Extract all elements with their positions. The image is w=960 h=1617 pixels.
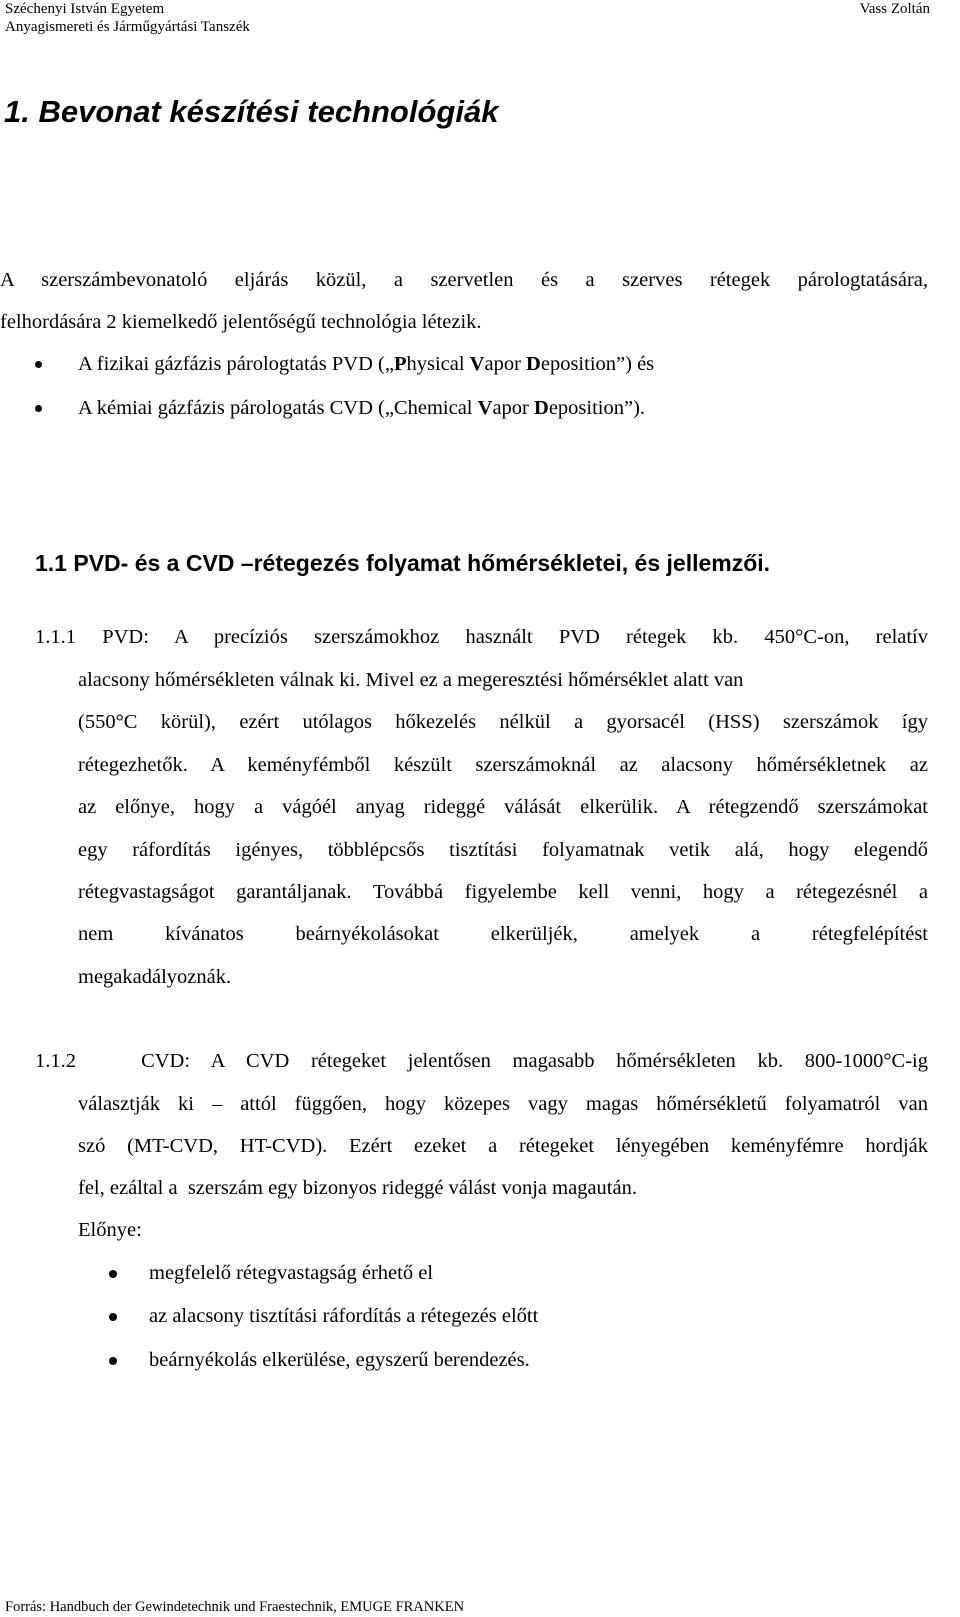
bullet-dot [109,1270,117,1278]
intro-line-1: A szerszámbevonatoló eljárás közül, a szervetlen és a szerves rétegek párologtatására, [0,269,928,291]
paragraph-line: fel, ezáltal a szerszám egy bizonyos rideggé válást vonja magaután. [78,1177,637,1199]
paragraph-line: rétegezhetők. A keményfémből készült szerszámoknál az alacsony hőmérsékletnek az [78,754,928,776]
paragraph-line: 1.1.2 CVD: A CVD rétegeket jelentősen magasabb hőmérsékleten kb. 800-1000°C-ig [35,1050,928,1072]
header-institution: Széchenyi István Egyetem [5,1,165,17]
section-heading: 1.1 PVD- és a CVD –rétegezés folyamat hőmérsékletei, és jellemzői. [35,550,771,576]
intro-bullet-cvd: A kémiai gázfázis párologatás CVD („Chemical Vapor Deposition”). [78,397,646,419]
paragraph-line: megakadályoznák. [78,966,232,988]
header-department: Anyagismereti és Járműgyártási Tanszék [5,19,250,35]
intro-bullet-pvd: A fizikai gázfázis párologtatás PVD („Physical Vapor Deposition”) és [78,353,655,375]
intro-line-2: felhordására 2 kiemelkedő jelentőségű technológia létezik. [0,311,482,333]
paragraph-line: egy ráfordítás igényes, többlépcsős tisztítási folyamatnak vetik alá, hogy elegendő [78,839,928,861]
paragraph-line: rétegvastagságot garantáljanak. Továbbá figyelembe kell venni, hogy a rétegezésnél a [78,881,928,903]
advantage-item: beárnyékolás elkerülése, egyszerű berendezés. [149,1349,530,1371]
advantages-label: Előnye: [78,1219,142,1241]
footer-source: Forrás: Handbuch der Gewindetechnik und Fraestechnik, EMUGE FRANKEN [5,1599,465,1615]
bullet-dot [35,405,42,412]
paragraph-line: alacsony hőmérsékleten válnak ki. Mivel ez a megeresztési hőmérséklet alatt van [78,669,744,691]
advantage-item: az alacsony tisztítási ráfordítás a rétegezés előtt [149,1305,539,1327]
paragraph-line: az előnye, hogy a vágóél anyag rideggé válását elkerülik. A rétegzendő szerszámokat [78,796,928,818]
bullet-dot [35,361,42,368]
header-author: Vass Zoltán [859,1,930,17]
paragraph-line: szó (MT-CVD, HT-CVD). Ezért ezeket a rétegeket lényegében keményfémre hordják [78,1135,928,1157]
bullet-dot [109,1357,117,1365]
paragraph-line: 1.1.1 PVD: A precíziós szerszámokhoz használt PVD rétegek kb. 450°C-on, relatív [35,626,928,648]
paragraph-line: nem kívánatos beárnyékolásokat elkerüljék, amelyek a rétegfelépítést [78,923,928,945]
page-title: 1. Bevonat készítési technológiák [4,94,499,129]
paragraph-line: (550°C körül), ezért utólagos hőkezelés nélkül a gyorsacél (HSS) szerszámok így [78,711,928,733]
paragraph-line: választják ki – attól függően, hogy közepes vagy magas hőmérsékletű folyamatról van [78,1093,928,1115]
advantage-item: megfelelő rétegvastagság érhető el [149,1262,434,1284]
bullet-dot [109,1313,117,1321]
